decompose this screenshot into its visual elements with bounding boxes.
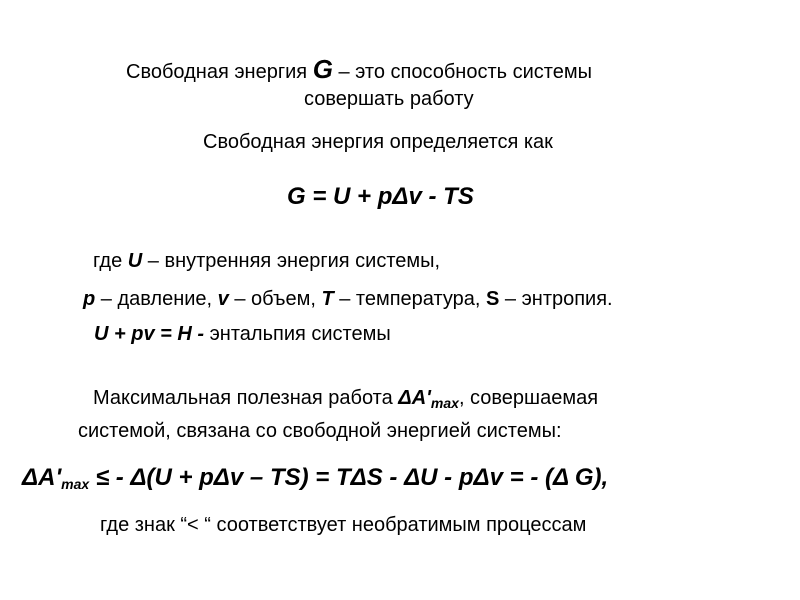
max-work-text: Максимальная полезная работа — [93, 387, 399, 409]
entropy-text: – энтропия. — [499, 288, 613, 310]
variables-line — [83, 289, 613, 309]
symbol-S: S — [485, 288, 500, 310]
symbol-dA: ΔA' — [398, 387, 431, 409]
enthalpy-line — [94, 324, 391, 344]
enthalpy-text: энтальпия системы — [204, 323, 391, 345]
subscript-max: max — [430, 395, 459, 411]
where-text: где — [93, 250, 128, 272]
enthalpy-equation: U + pv = H - — [94, 323, 205, 345]
symbol-p: p — [83, 288, 96, 310]
eq2-rest: ≤ - Δ(U + pΔv – TS) = TΔS - ΔU - pΔv = - (Δ G), — [89, 464, 609, 491]
symbol-G: G — [312, 54, 333, 84]
volume-text: – объем, — [228, 288, 322, 310]
definition-text-end: – это способность системы — [332, 61, 592, 83]
equation-free-energy: G = U + pΔv - TS — [287, 183, 474, 210]
irreversible-note: где знак “< “ соответствует необратимым процессам — [100, 514, 587, 536]
definition-line-2: совершать работу — [304, 88, 474, 110]
max-work-line-1 — [93, 388, 598, 410]
definition-line-1 — [126, 56, 592, 82]
pressure-text: – давление, — [95, 288, 218, 310]
performed-text: , совершаемая — [458, 387, 599, 409]
symbol-T: T — [321, 288, 334, 310]
symbol-v: v — [217, 288, 229, 310]
eq2-dA: ΔA' — [22, 464, 62, 491]
eq2-subscript-max: max — [61, 476, 90, 492]
definition-line-3: Свободная энергия определяется как — [203, 131, 553, 153]
internal-energy-text: – внутренняя энергия системы, — [142, 250, 441, 272]
where-U-line — [93, 251, 440, 271]
symbol-U: U — [127, 250, 143, 272]
equation-max-work — [22, 466, 608, 491]
temperature-text: – температура, — [333, 288, 486, 310]
definition-text-start: Свободная энергия — [126, 61, 313, 83]
max-work-line-2: системой, связана со свободной энергией системы: — [78, 420, 562, 442]
